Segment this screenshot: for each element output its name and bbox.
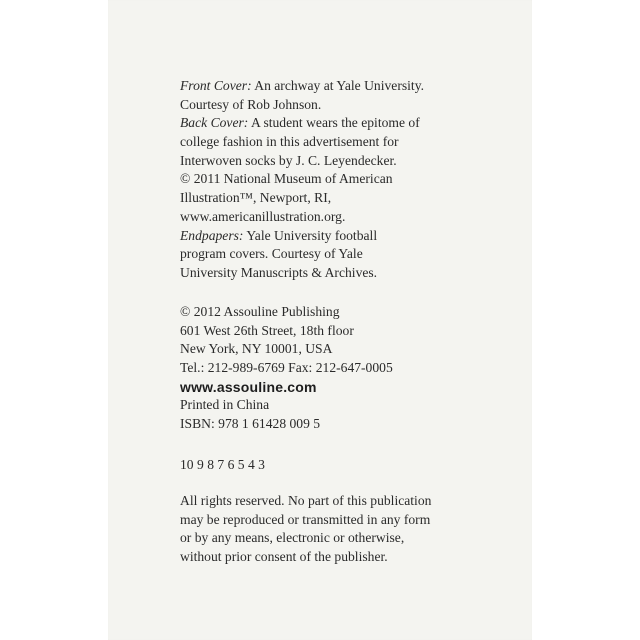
- printer-key: [180, 456, 265, 475]
- rights-line: or by any means, electronic or otherwise,: [180, 530, 405, 546]
- credit-line: www.americanillustration.org.: [180, 208, 346, 224]
- phone-fax: Tel.: 212-989-6769 Fax: 212-647-0005: [180, 360, 393, 376]
- credit-line: Courtesy of Rob Johnson.: [180, 96, 322, 112]
- publisher-imprint: [180, 303, 393, 434]
- printed-in: Printed in China: [180, 397, 270, 413]
- credit-line: program covers. Courtesy of Yale: [180, 246, 363, 262]
- rights-line: All rights reserved. No part of this publication: [180, 493, 432, 508]
- rights-notice: [180, 492, 431, 567]
- endpapers-text: Yale University football: [243, 227, 378, 243]
- credit-endpapers: [180, 227, 424, 246]
- endpapers-label: Endpapers:: [180, 227, 244, 243]
- isbn: ISBN: 978 1 61428 009 5: [180, 416, 321, 432]
- rights-line: without prior consent of the publisher.: [180, 549, 388, 565]
- publisher-copyright: © 2012 Assouline Publishing: [180, 304, 340, 319]
- address-line-1: 601 West 26th Street, 18th floor: [180, 322, 354, 338]
- credit-line: © 2011 National Museum of American: [180, 171, 393, 187]
- credit-line: college fashion in this advertisement for: [180, 134, 399, 150]
- back-cover-label: Back Cover:: [180, 115, 249, 131]
- publisher-website: www.assouline.com: [180, 378, 317, 395]
- front-cover-text: An archway at Yale University.: [251, 78, 425, 93]
- credit-line: University Manuscripts & Archives.: [180, 264, 378, 280]
- credit-front-cover: [180, 77, 424, 96]
- credit-line: Illustration™, Newport, RI,: [180, 190, 332, 206]
- credit-line: Interwoven socks by J. C. Leyendecker.: [180, 152, 397, 168]
- credit-back-cover: [180, 114, 424, 133]
- rights-line: may be reproduced or transmitted in any form: [180, 511, 431, 527]
- printer-key-numbers: 10 9 8 7 6 5 4 3: [180, 457, 265, 472]
- image-credits: [180, 77, 424, 283]
- back-cover-text: A student wears the epitome of: [248, 115, 420, 131]
- address-line-2: New York, NY 10001, USA: [180, 341, 333, 357]
- front-cover-label: Front Cover:: [180, 78, 252, 93]
- copyright-page: [108, 0, 532, 640]
